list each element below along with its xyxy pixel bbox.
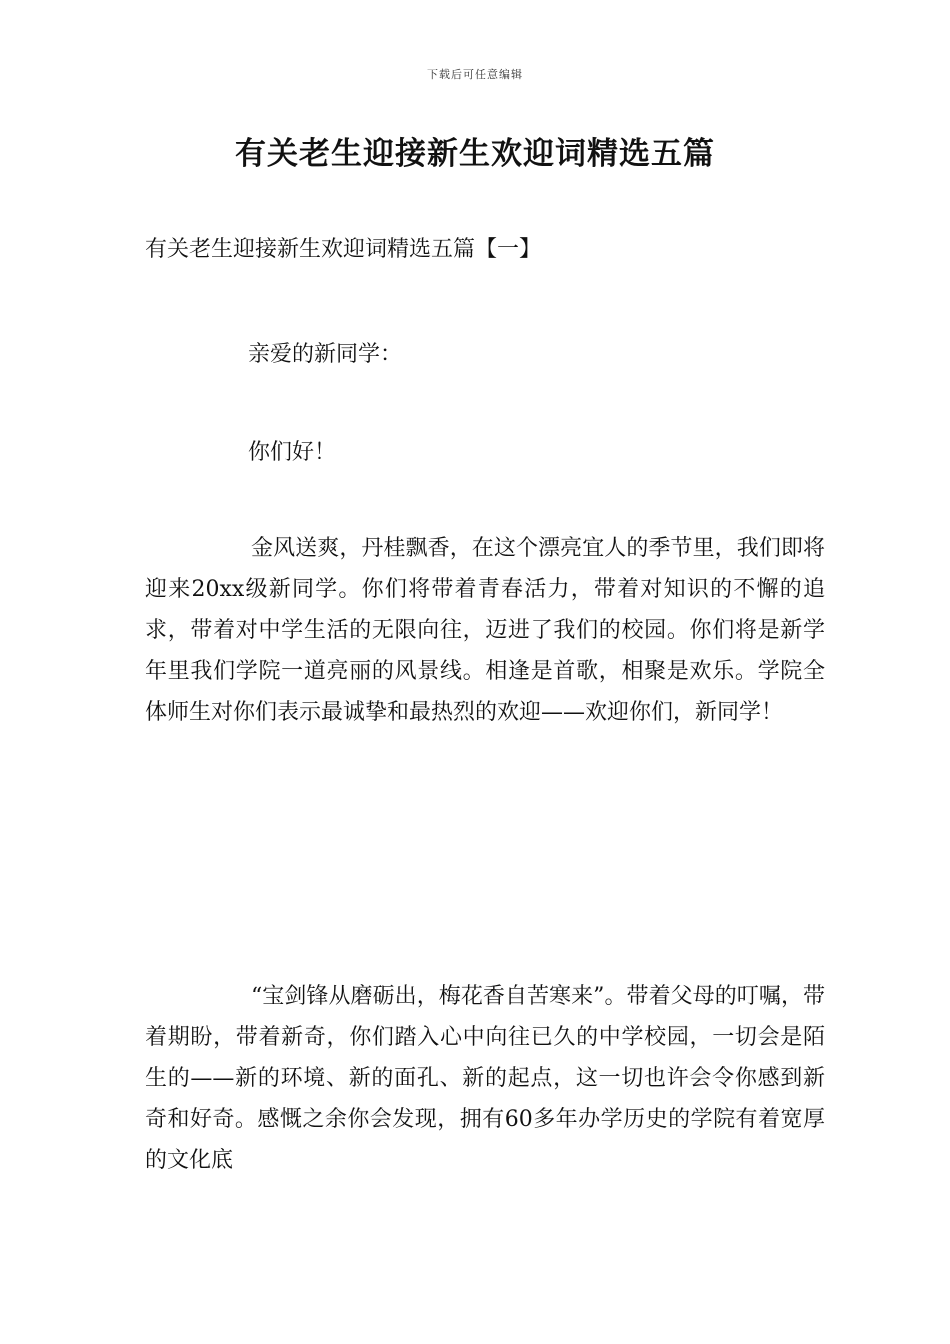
document-title: 有关老生迎接新生欢迎词精选五篇 <box>235 136 715 172</box>
section-heading: 有关老生迎接新生欢迎词精选五篇【一】 <box>145 237 542 262</box>
greeting: 你们好！ <box>248 440 337 465</box>
header-note: 下载后可任意编辑 <box>427 68 523 81</box>
body-paragraph-1: 金风送爽，丹桂飘香，在这个漂亮宜人的季节里，我们即将迎来20xx级新同学。你们将带着青春活力，带着对知识的不懈的追求，带着对中学生活的无限向往，迈进了我们的校园。你们将是新学年里我们学院一道亮丽的风景线。相逢是首歌，相聚是欢乐。学院全体师生对你们表示最诚挚和最热烈的欢迎——欢迎你们，新同学！ <box>145 536 825 725</box>
body-paragraph-2: “宝剑锋从磨砺出，梅花香自苦寒来”。带着父母的叮嘱，带着期盼，带着新奇，你们踏入心中向往已久的中学校园，一切会是陌生的——新的环境、新的面孔、新的起点，这一切也许会令你感到新奇和好奇。感慨之余你会发现，拥有60多年办学历史的学院有着宽厚的文化底 <box>145 984 825 1173</box>
salutation: 亲爱的新同学： <box>248 342 403 367</box>
